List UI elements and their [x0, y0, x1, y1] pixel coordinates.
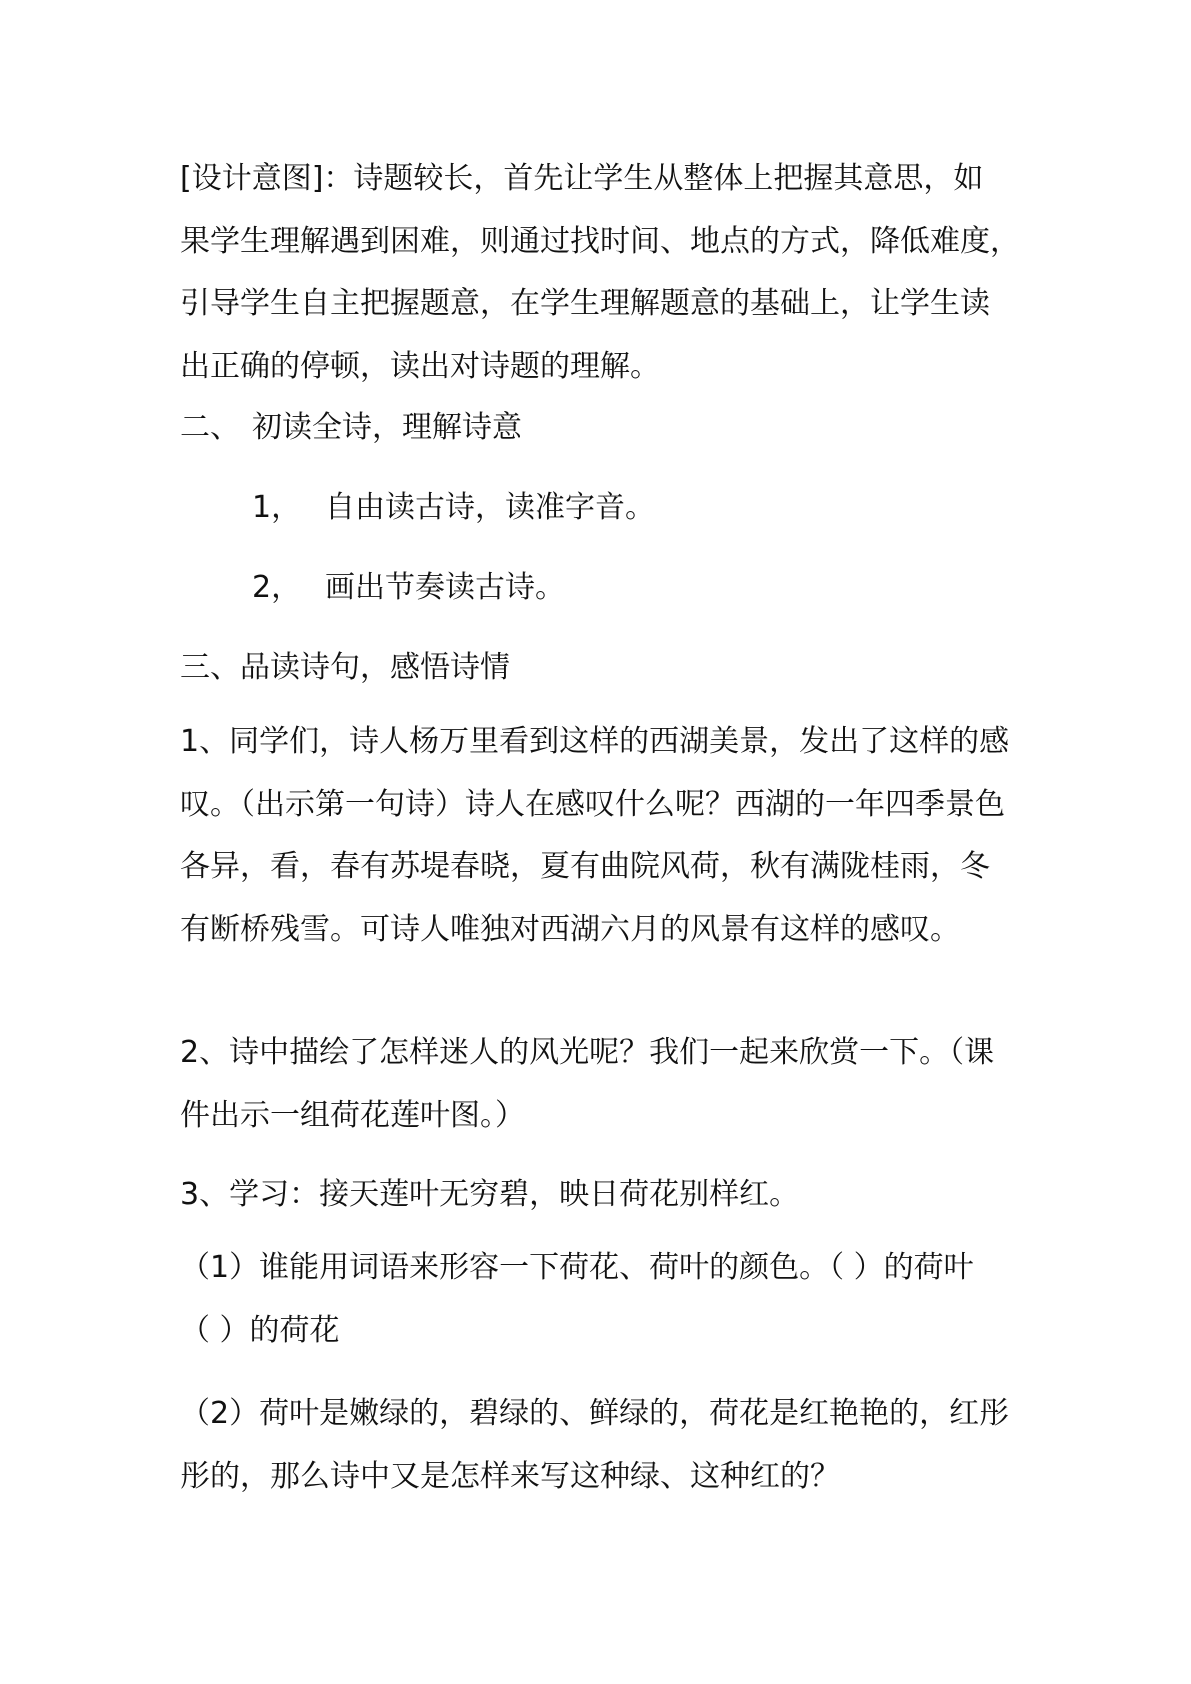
section-number: 二、	[180, 410, 240, 445]
paragraph-line: 各异，看，春有苏堤春晓，夏有曲院风荷，秋有满陇桂雨，冬	[180, 849, 990, 884]
step-number: 2，	[252, 570, 302, 605]
paragraph-line: 有断桥残雪。可诗人唯独对西湖六月的风景有这样的感叹。	[180, 911, 960, 947]
question-2	[180, 1383, 1020, 1508]
paragraph-line: 1、同学们，诗人杨万里看到这样的西湖美景，发出了这样的感	[180, 724, 1010, 759]
paragraph-line: 出正确的停顿，读出对诗题的理解。	[180, 348, 660, 384]
paragraph-line: [设计意图]：诗题较长，首先让学生从整体上把握其意思，如	[180, 161, 984, 196]
paragraph-line: 叹。（出示第一句诗）诗人在感叹什么呢？西湖的一年四季景色	[180, 786, 1005, 822]
step-number: 1，	[252, 490, 302, 525]
paragraph-line: 件出示一组荷花莲叶图。）	[180, 1097, 525, 1133]
paragraph-line: 引导学生自主把握题意，在学生理解题意的基础上，让学生读	[180, 286, 990, 321]
paragraph-3: 3、学习：接天莲叶无穷碧，映日荷花别样红。	[180, 1177, 800, 1212]
paragraph-line: 彤的，那么诗中又是怎样来写这种绿、这种红的？	[180, 1458, 840, 1494]
paragraph-line: （ ）的荷花	[180, 1312, 340, 1348]
paragraph-line: 果学生理解遇到困难，则通过找时间、地点的方式，降低难度，	[180, 223, 1020, 259]
paragraph-line: （2）荷叶是嫩绿的，碧绿的、鲜绿的，荷花是红艳艳的，红彤	[180, 1396, 1010, 1431]
paragraph-line: （1）谁能用词语来形容一下荷花、荷叶的颜色。（ ）的荷叶	[180, 1250, 974, 1285]
step-item	[252, 488, 655, 528]
design-intent-paragraph	[180, 148, 1020, 398]
step-text: 自由读古诗，读准字音。	[325, 490, 655, 525]
question-1	[180, 1237, 1020, 1362]
section-heading-3: 三、品读诗句，感悟诗情	[180, 650, 510, 685]
paragraph-line: 2、诗中描绘了怎样迷人的风光呢？我们一起来欣赏一下。（课	[180, 1035, 995, 1070]
paragraph-1	[180, 711, 1020, 961]
section-title: 初读全诗，理解诗意	[252, 410, 522, 445]
section-heading-2	[180, 408, 522, 448]
paragraph-2	[180, 1022, 1020, 1147]
step-item	[252, 568, 565, 608]
step-text: 画出节奏读古诗。	[325, 570, 565, 605]
